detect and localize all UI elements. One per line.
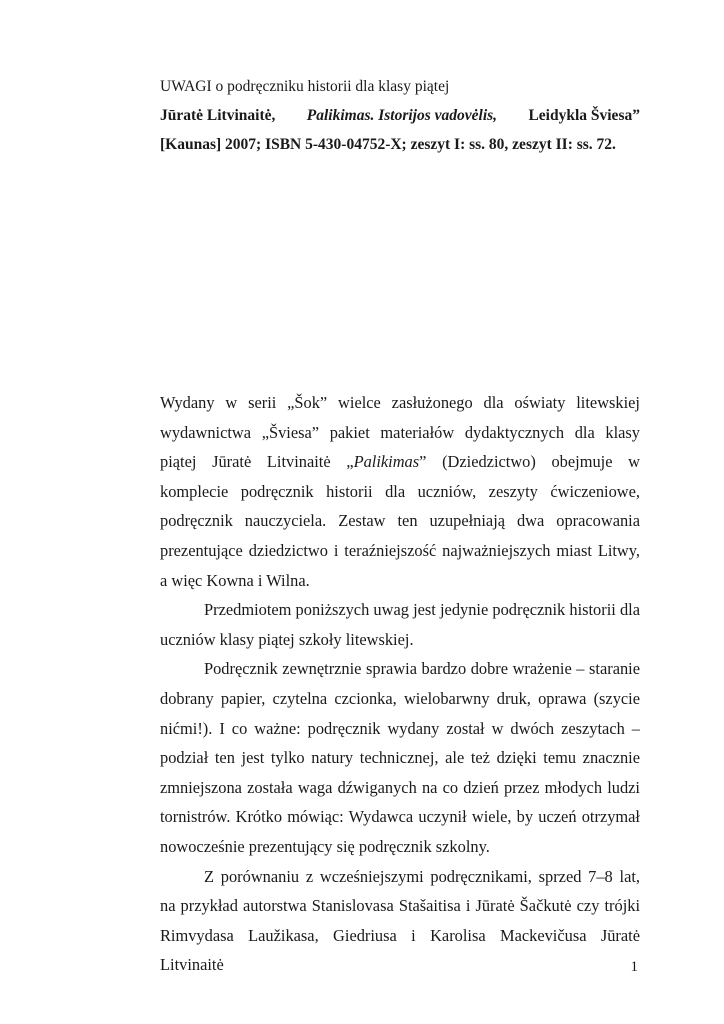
bibliography-line [160,101,640,130]
review-header [160,72,640,159]
paragraph-1-italic: Palikimas [353,452,420,472]
paragraph-1-start: Wydany w serii „Šok” wielce zasłużonego dla oświaty litewskiej wydawnictwa „Šviesa” pakiet materiałów dydaktycznych dla klasy piątej Jūratė Litvinaitė „ [160,393,640,472]
paragraph-4: Z porównaniu z wcześniejszymi podręcznikami, sprzed 7–8 lat, na przykład autorstwa Stanislovasa Stašaitisa i Jūratė Šačkutė czy trójki Rimvydasa Laužikasa, Giedriusa i Karolisa Mackevičusa Jūratė Litvinaitė [160,866,640,975]
paragraph-1-end: ” (Dziedzictwo) obejmuje w komplecie podręcznik historii dla uczniów, zeszyty ćwiczeniowe, podręcznik nauczyciela. Zestaw ten uzupełniają dwa opracowania prezentujące dziedzictwo i teraźniejszość najważniejszych miast Litwy, a więc Kowna i Wilna. [160,452,640,590]
paragraph-3: Podręcznik zewnętrznie sprawia bardzo dobre wrażenie – staranie dobrany papier, czytelna czcionka, wielobarwny druk, oprawa (szycie nićmi!). I co ważne: podręcznik wydany został w dwóch zeszytach – podział ten jest tylko natury technicznej, ale też dzięki temu znacznie zmniejszona została waga dźwiganych na co dzień przez młodych ludzi tornistrów. Krótko mówiąc: Wydawca uczynił wiele, by uczeń otrzymał nowocześnie prezentujący się podręcznik szkolny. [160,659,640,856]
book-author: Jūratė Litvinaitė, [160,107,276,124]
paragraph-1 [160,388,640,595]
review-body [160,388,640,980]
book-publisher: Leidykla Šviesa” [528,107,640,124]
review-title: UWAGI o podręczniku historii dla klasy piątej [160,78,450,95]
page-number: 1 [630,959,638,975]
book-title: Palikimas. Istorijos vadovėlis, [306,107,498,124]
paragraph-2: Przedmiotem poniższych uwag jest jedynie podręcznik historii dla uczniów klasy piątej szkoły litewskiej. [160,600,640,649]
bibliography-details: [Kaunas] 2007; ISBN 5-430-04752-X; zeszyt I: ss. 80, zeszyt II: ss. 72. [160,136,616,153]
